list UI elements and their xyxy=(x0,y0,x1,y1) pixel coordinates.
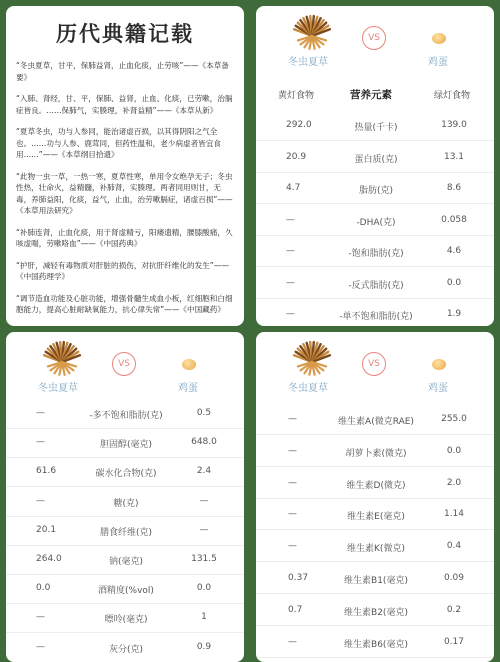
nutrient-name: 维生素B6(毫克) xyxy=(344,639,408,650)
nutrient-name: 蛋白质(克) xyxy=(354,154,398,165)
table-row xyxy=(256,438,494,467)
right-value: 1.9 xyxy=(446,309,462,319)
nutrient-name: -饱和脂肪(克) xyxy=(348,249,404,259)
right-value: 0.0 xyxy=(196,583,212,594)
left-value: — xyxy=(288,509,297,520)
right-value: 0.2 xyxy=(446,604,462,615)
right-value: 139.0 xyxy=(441,120,467,130)
table-row xyxy=(6,400,244,429)
compare-header xyxy=(256,332,494,400)
right-value: 13.1 xyxy=(443,151,465,162)
classic-quote xyxy=(16,60,234,83)
right-value: 8.6 xyxy=(446,183,462,193)
quote-text: “冬虫夏草，甘平，保肺益肾，止血化痰，止劳咳” xyxy=(16,61,184,70)
compare-header xyxy=(6,332,244,400)
vs-badge: VS xyxy=(362,352,386,376)
cordyceps-icon xyxy=(292,340,332,376)
nutrient-name: 维生素K(微克) xyxy=(347,544,405,555)
nutrient-name: -多不饱和脂肪(克) xyxy=(89,411,163,421)
left-value: — xyxy=(36,495,45,506)
cordyceps-icon xyxy=(292,14,332,50)
left-value: — xyxy=(286,309,295,319)
table-row xyxy=(256,112,494,141)
nutrient-name: 钠(毫克) xyxy=(108,557,144,567)
classic-quote xyxy=(16,171,234,217)
left-food-name: 冬虫夏草 xyxy=(288,383,328,394)
quote-list xyxy=(16,60,234,316)
left-value: 292.0 xyxy=(286,120,312,130)
left-value: — xyxy=(288,445,297,456)
compare-header xyxy=(256,6,494,112)
classic-quote xyxy=(16,126,234,161)
table-row xyxy=(256,597,494,626)
nutrition-panel-bottom-right xyxy=(256,332,494,662)
table-row xyxy=(6,488,244,517)
classics-card xyxy=(6,6,244,326)
table-row xyxy=(256,533,494,562)
left-value: — xyxy=(36,408,45,418)
quote-source: ——《本草纲目拾遗》 xyxy=(42,150,119,159)
quote-source: ——《中国药典》 xyxy=(80,239,142,248)
left-value: — xyxy=(288,541,297,552)
left-value: 0.7 xyxy=(288,604,303,615)
nutrient-name: 糖(克) xyxy=(113,498,139,509)
left-food-name: 冬虫夏草 xyxy=(288,57,328,68)
classic-quote xyxy=(16,93,234,116)
left-value: — xyxy=(286,277,295,288)
right-food-name: 鸡蛋 xyxy=(178,383,198,394)
quote-text: “调节造血功能及心脏功能，增强骨髓生成血小板，红细胞和白细胞能力，提高心脏耐缺氧能力，抗心律失常” xyxy=(16,293,233,314)
right-value: 131.5 xyxy=(191,554,217,564)
quote-text: “护肝，减轻有毒物质对肝脏的损伤，对抗肝纤维化的发生” xyxy=(16,260,214,270)
nutrient-name: 维生素E(毫克) xyxy=(347,512,405,523)
left-value: — xyxy=(36,641,45,652)
right-value: 0.17 xyxy=(443,636,465,647)
vs-badge: VS xyxy=(362,26,386,50)
egg-icon xyxy=(432,359,446,370)
left-value: 0.0 xyxy=(36,583,51,594)
nutrient-name: 胡萝卜素(微克) xyxy=(345,448,407,459)
egg-icon xyxy=(182,359,196,370)
table-row xyxy=(6,604,244,633)
left-value: 4.7 xyxy=(286,183,301,193)
nutrient-name: 维生素A(微克RAE) xyxy=(338,417,414,427)
right-food-name: 鸡蛋 xyxy=(428,57,448,68)
nutrition-panel-bottom-left xyxy=(6,332,244,662)
table-row xyxy=(256,207,494,236)
quote-text: “入肺、肾经，甘、平，保肺、益肾，止血、化痰，已劳嗽，治膈症皆良。……保肺气，实腠理，补肾益精” xyxy=(16,94,233,115)
classics-title: 历代典籍记载 xyxy=(56,22,194,46)
right-value: 0.9 xyxy=(196,641,212,652)
nutrient-name: 碳水化合物(克) xyxy=(95,469,157,480)
quote-source: ——《中国药理学》 xyxy=(16,260,229,281)
right-value: 4.6 xyxy=(446,246,462,256)
quote-source: ——《本草用法研究》 xyxy=(16,194,233,215)
table-row xyxy=(256,470,494,499)
left-value: 20.1 xyxy=(36,524,57,535)
nutrient-name: 热量(千卡) xyxy=(354,123,398,133)
classic-quote xyxy=(16,227,234,250)
right-value: 648.0 xyxy=(191,437,217,448)
left-value: 61.6 xyxy=(36,466,57,477)
right-value: 0.0 xyxy=(446,445,462,456)
table-row xyxy=(256,629,494,658)
nutrient-name: 酒精度(%vol) xyxy=(98,586,154,597)
right-value: 0.09 xyxy=(443,573,465,583)
vs-badge: VS xyxy=(112,352,136,376)
nutrition-panel-top-right xyxy=(256,6,494,326)
right-food-name: 鸡蛋 xyxy=(428,383,448,394)
right-value: 0.0 xyxy=(446,277,462,288)
nutrient-name: -DHA(克) xyxy=(356,217,396,228)
right-value: — xyxy=(199,495,209,506)
column-header-middle: 营养元素 xyxy=(350,89,392,101)
table-row xyxy=(6,458,244,487)
table-row xyxy=(256,406,494,435)
left-value: — xyxy=(36,437,45,448)
table-row xyxy=(6,546,244,575)
column-header-right: 绿灯食物 xyxy=(434,91,471,101)
left-value: — xyxy=(36,612,45,623)
right-value: 1 xyxy=(201,612,207,623)
quote-source: ——《本草从新》 xyxy=(156,105,218,115)
left-value: — xyxy=(288,477,297,488)
table-row xyxy=(6,575,244,604)
nutrient-name: 维生素D(微克) xyxy=(346,480,406,491)
nutrient-name: 脂肪(克) xyxy=(358,186,394,196)
table-row xyxy=(256,238,494,267)
quote-source: ——《中国藏药》 xyxy=(164,305,225,314)
nutrient-name: 嘌呤(毫克) xyxy=(104,615,148,626)
table-row xyxy=(256,501,494,530)
right-value: 0.058 xyxy=(441,214,467,225)
right-value: 0.5 xyxy=(196,408,212,418)
right-value: 255.0 xyxy=(441,414,467,424)
left-value: — xyxy=(288,636,297,647)
table-row xyxy=(6,429,244,458)
table-row xyxy=(256,565,494,594)
left-value: — xyxy=(286,246,295,256)
right-value: — xyxy=(199,524,209,535)
classic-quote xyxy=(16,260,234,283)
right-value: 2.4 xyxy=(196,466,212,477)
left-value: — xyxy=(288,414,297,424)
quote-source: ——《本草备要》 xyxy=(16,61,229,82)
cordyceps-icon xyxy=(42,340,82,376)
table-row xyxy=(256,175,494,204)
quote-text: “补肺连肾，止血化痰，用于肾虚精亏，阳痿遗精，腰膝酸痛，久咳虚喘，劳嗽咯血” xyxy=(16,227,233,248)
left-value: 264.0 xyxy=(36,554,62,564)
table-row xyxy=(256,301,494,326)
right-value: 0.4 xyxy=(446,541,462,552)
nutrient-name: 膳食纤维(克) xyxy=(99,527,153,538)
nutrient-name: -单不饱和脂肪(克) xyxy=(339,312,413,322)
right-value: 2.0 xyxy=(446,477,462,488)
left-value: 20.9 xyxy=(286,151,307,162)
right-value: 1.14 xyxy=(443,509,465,520)
nutrient-name: 维生素B2(毫克) xyxy=(344,607,408,618)
table-row xyxy=(6,634,244,662)
quote-text: “夏草冬虫，功与人参同，能治诸虚百损，以其得阴阳之气全也。……功与人参、鹿茸同，但药性温和，老少病虚者皆宜食用……” xyxy=(16,127,222,159)
table-row xyxy=(6,517,244,546)
left-food-name: 冬虫夏草 xyxy=(38,383,78,394)
table-row xyxy=(256,270,494,299)
nutrient-name: 维生素B1(毫克) xyxy=(344,576,408,586)
nutrient-name: 灰分(克) xyxy=(108,644,144,655)
left-value: 0.37 xyxy=(288,573,309,583)
nutrient-name: 胆固醇(毫克) xyxy=(99,440,153,451)
nutrient-name: -反式脂肪(克) xyxy=(348,280,404,291)
classic-quote xyxy=(16,293,234,316)
table-row xyxy=(256,144,494,173)
column-header-left: 黄灯食物 xyxy=(278,91,315,101)
left-value: — xyxy=(286,214,295,225)
quote-text: “此物一虫一草，一热一寒，夏草性寒，单用令女绝孕无子；冬虫性热，壮命火，益精髓，补肺肾，实腠理。两者同用则甘，无毒，养肺益阳，化痰，益气，止血，治劳嗽膈症，诸虚百损” xyxy=(16,171,233,204)
egg-icon xyxy=(432,33,446,44)
